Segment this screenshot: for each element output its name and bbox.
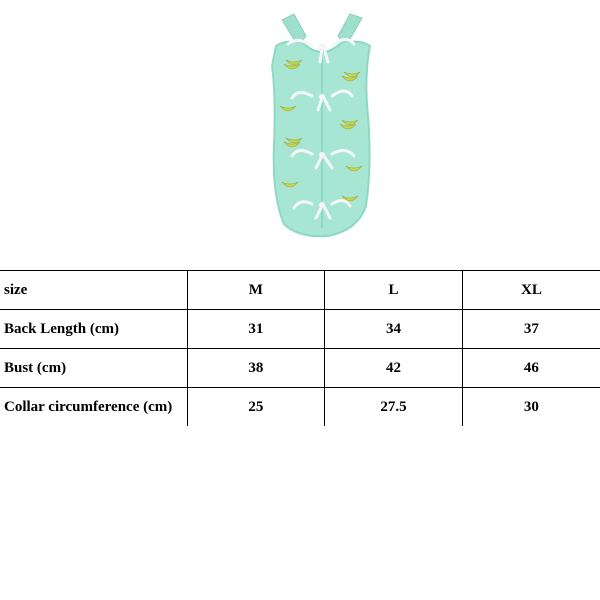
header-size-xl: XL bbox=[462, 271, 600, 310]
header-size-l: L bbox=[325, 271, 463, 310]
cell-value: 38 bbox=[187, 349, 325, 388]
table-row bbox=[0, 349, 600, 388]
cell-value: 42 bbox=[325, 349, 463, 388]
row-label-collar: Collar circumference (cm) bbox=[0, 388, 187, 427]
row-label-back-length: Back Length (cm) bbox=[0, 310, 187, 349]
cell-value: 27.5 bbox=[325, 388, 463, 427]
cell-value: 30 bbox=[523, 398, 539, 415]
cell-value: 34 bbox=[325, 310, 463, 349]
pet-vest-illustration bbox=[258, 6, 388, 242]
cell-value: 31 bbox=[187, 310, 325, 349]
product-image bbox=[258, 6, 388, 242]
table-header-row bbox=[0, 271, 600, 310]
header-size-label: size bbox=[0, 271, 187, 310]
table-row bbox=[0, 310, 600, 349]
header-size-m: M bbox=[187, 271, 325, 310]
row-label-bust: Bust (cm) bbox=[0, 349, 187, 388]
cell-value: 25 bbox=[187, 388, 325, 427]
cell-value: 37 bbox=[462, 310, 600, 349]
cell-value: 46 bbox=[462, 349, 600, 388]
table-row bbox=[0, 388, 600, 427]
size-chart-table bbox=[0, 270, 600, 426]
